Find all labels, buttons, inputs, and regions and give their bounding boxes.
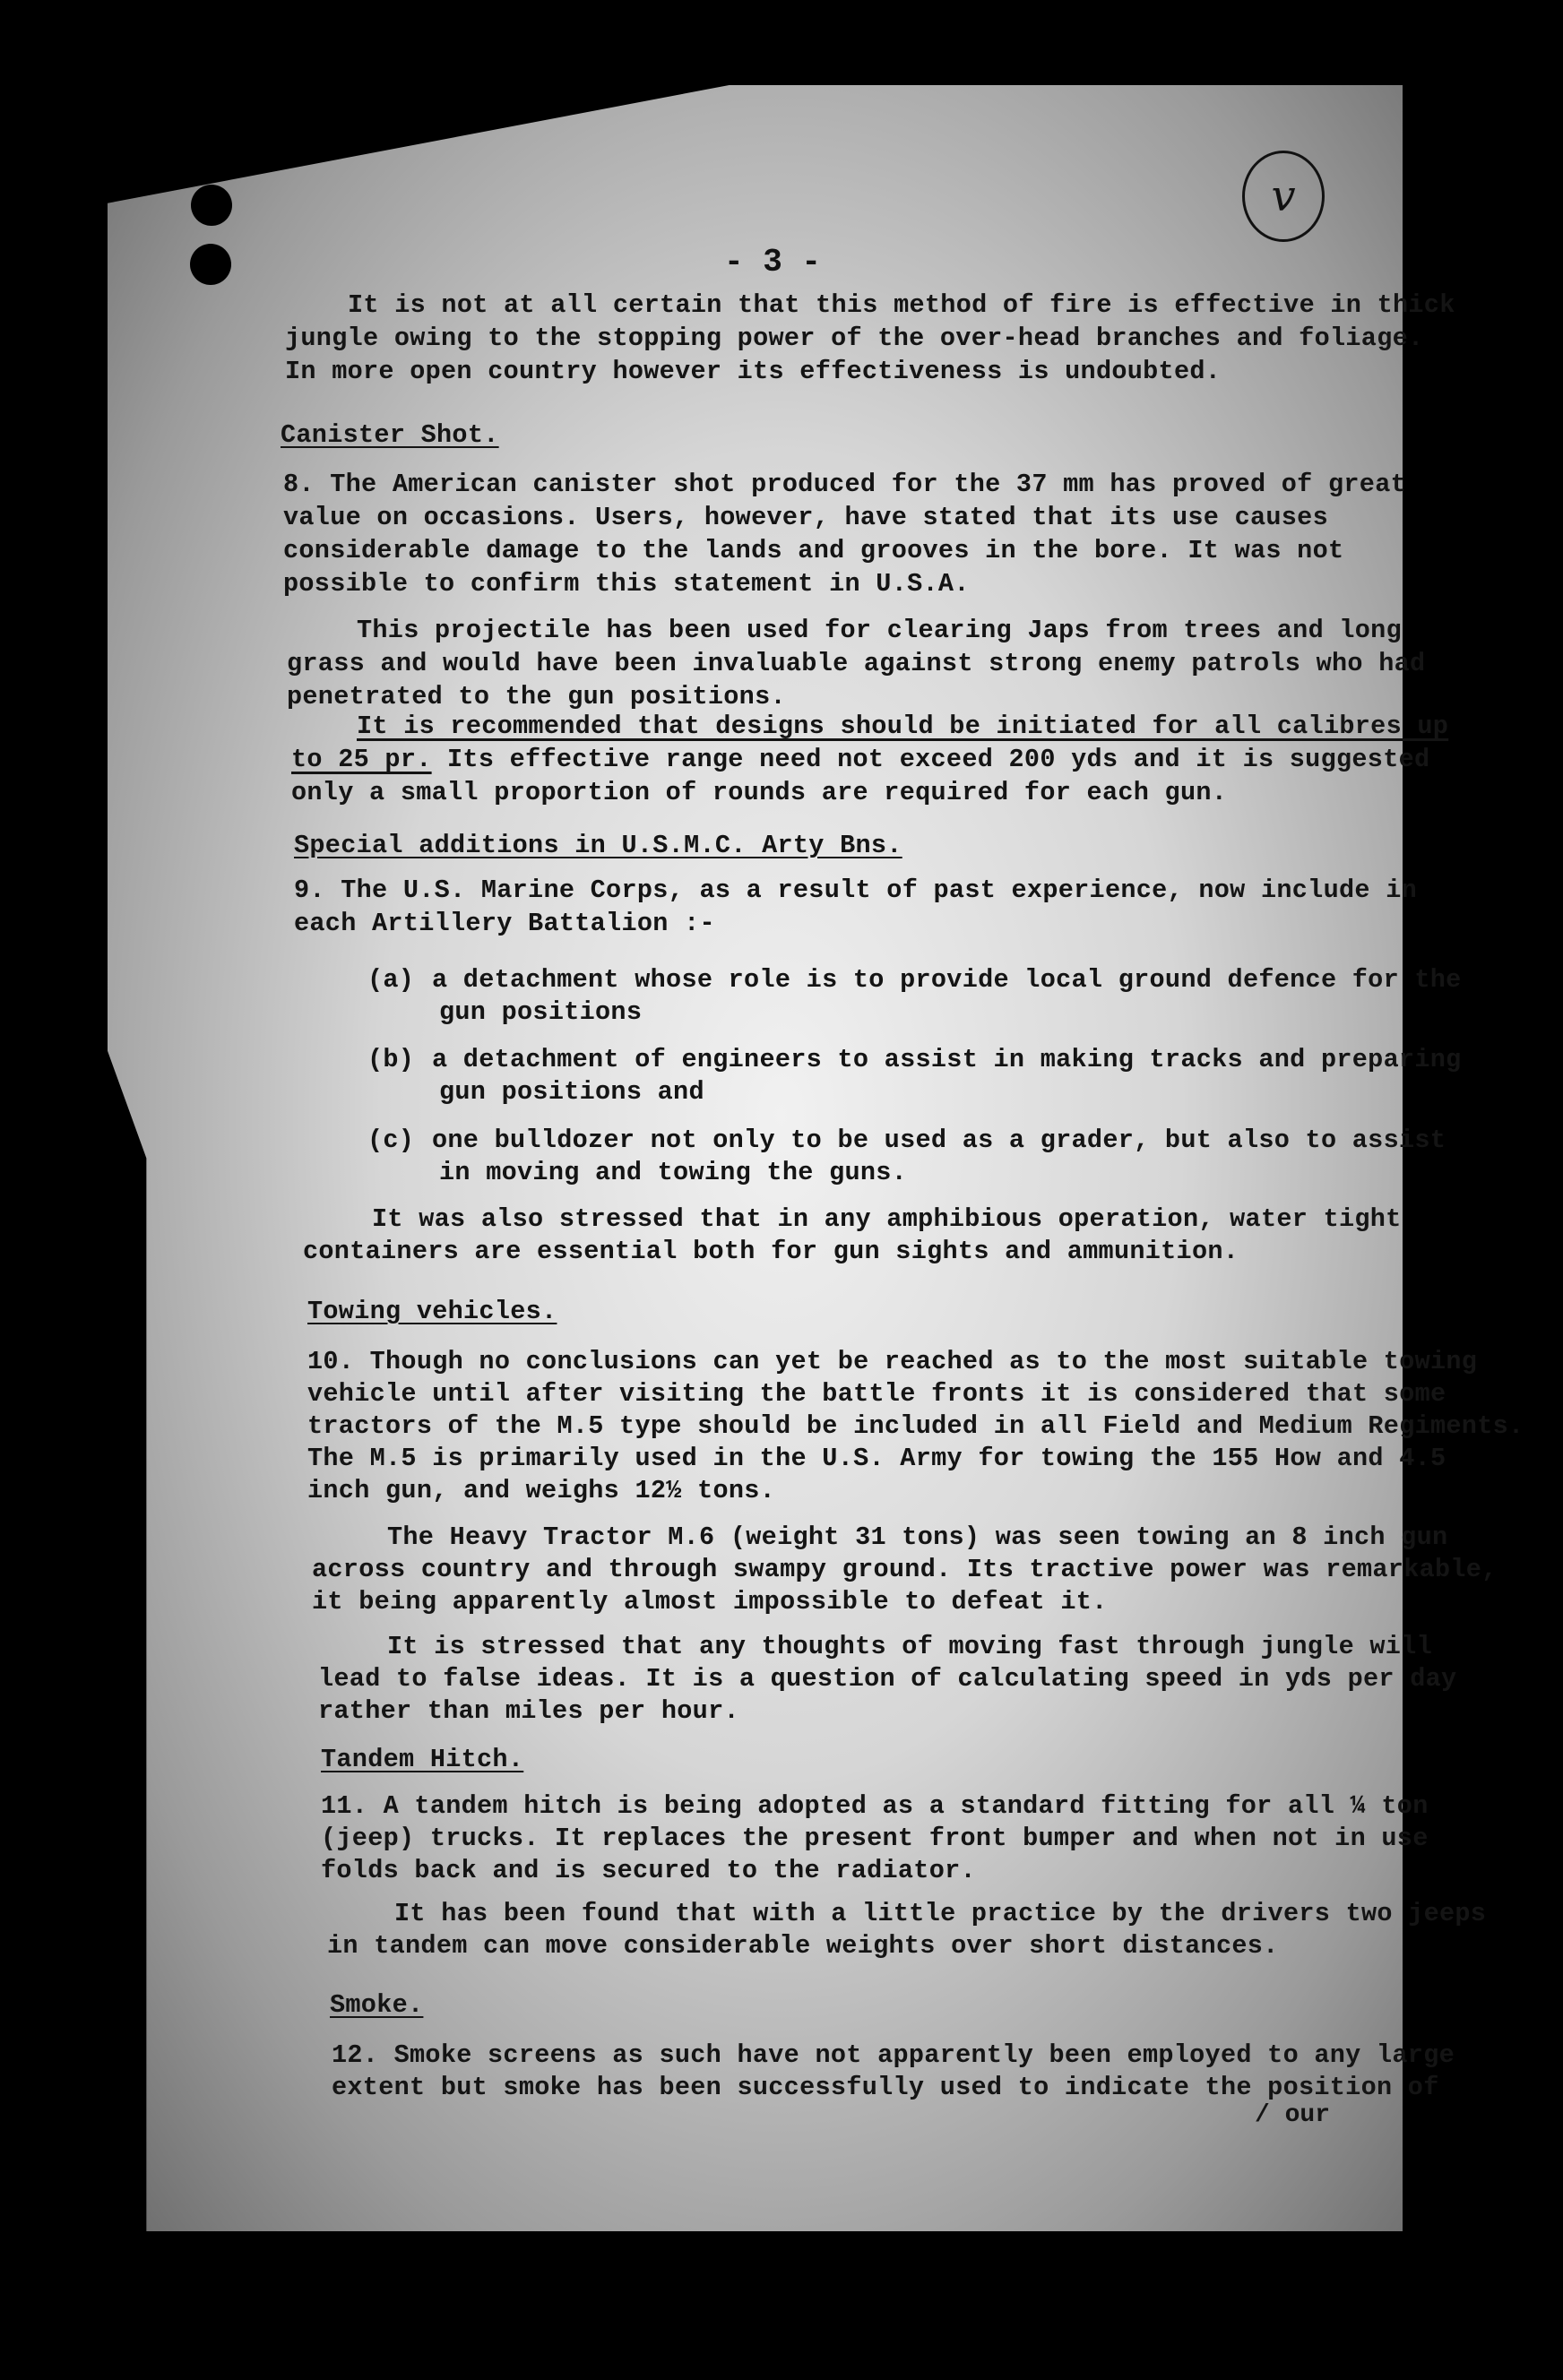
text-line: This projectile has been used for clearing Japs from trees and long <box>357 616 1402 645</box>
text-line: gun positions and <box>439 1077 704 1107</box>
punch-hole <box>190 244 231 285</box>
text-line: 8. The American canister shot produced for the 37 mm has proved of great <box>283 470 1406 499</box>
text-line: (jeep) trucks. It replaces the present front bumper and when not in use <box>321 1824 1429 1853</box>
text-line: only a small proportion of rounds are required for each gun. <box>291 778 1228 807</box>
text-line: across country and through swampy ground. Its tractive power was remarkable, <box>312 1555 1498 1584</box>
text-line: vehicle until after visiting the battle fronts it is considered that some <box>307 1379 1446 1409</box>
section-heading: Towing vehicles. <box>307 1297 557 1326</box>
list-label: (b) <box>367 1045 415 1074</box>
list-label: (a) <box>367 965 415 995</box>
text-line: 11. A tandem hitch is being adopted as a standard fitting for all ¼ ton <box>321 1791 1429 1821</box>
text-line: folds back and is secured to the radiator. <box>321 1856 976 1885</box>
text-line: It has been found that with a little practice by the drivers two jeeps <box>394 1899 1487 1928</box>
section-heading: Canister Shot. <box>281 420 499 450</box>
list-text: a detachment of engineers to assist in making tracks and preparing <box>432 1045 1462 1074</box>
text-line: extent but smoke has been successfully used to indicate the position of <box>332 2073 1439 2102</box>
text-line: considerable damage to the lands and grooves in the bore. It was not <box>283 536 1344 565</box>
text-line: The M.5 is primarily used in the U.S. Army for towing the 155 How and 4.5 <box>307 1444 1446 1473</box>
list-text: a detachment whose role is to provide local ground defence for the <box>432 965 1462 995</box>
text-line: It was also stressed that in any amphibious operation, water tight <box>372 1204 1402 1234</box>
text-line: it being apparently almost impossible to defeat it. <box>312 1587 1108 1617</box>
text-line: rather than miles per hour. <box>318 1696 739 1726</box>
text-line: each Artillery Battalion :- <box>294 909 715 938</box>
list-item <box>367 1046 1462 1074</box>
section-heading: Smoke. <box>330 1990 424 2020</box>
text-line: inch gun, and weighs 12½ tons. <box>307 1476 776 1505</box>
list-label: (c) <box>367 1125 415 1155</box>
text-line: penetrated to the gun positions. <box>287 682 786 711</box>
text-line: value on occasions. Users, however, have stated that its use causes <box>283 503 1328 532</box>
continuation-catchword: / our <box>1255 2101 1331 2129</box>
list-text: one bulldozer not only to be used as a grader, but also to assist <box>432 1125 1446 1155</box>
text-line: In more open country however its effectiveness is undoubted. <box>285 357 1222 386</box>
circled-page-mark: v <box>1242 151 1325 242</box>
text-line: 10. Though no conclusions can yet be reached as to the most suitable towing <box>307 1347 1478 1376</box>
list-item <box>367 1126 1446 1154</box>
text-line: It is stressed that any thoughts of moving fast through jungle will <box>387 1632 1432 1661</box>
list-item <box>367 966 1462 994</box>
text-line: 12. Smoke screens as such have not apparently been employed to any large <box>332 2040 1455 2070</box>
text-line: jungle owing to the stopping power of the over-head branches and foliage. <box>285 323 1424 353</box>
underlined-text: to 25 pr. <box>291 745 432 774</box>
text-line: in tandem can move considerable weights over short distances. <box>327 1931 1279 1961</box>
underlined-text-line: It is recommended that designs should be initiated for all calibres up <box>357 711 1449 741</box>
text-line: possible to confirm this statement in U.S.A. <box>283 569 970 599</box>
text-line: containers are essential both for gun sights and ammunition. <box>303 1237 1239 1266</box>
text-line: It is not at all certain that this method of fire is effective in thick <box>348 290 1455 320</box>
text-line: in moving and towing the guns. <box>439 1158 908 1187</box>
section-heading: Tandem Hitch. <box>321 1745 524 1774</box>
page-number: - 3 - <box>724 244 822 280</box>
text-line: lead to false ideas. It is a question of calculating speed in yds per day <box>318 1664 1457 1694</box>
section-heading: Special additions in U.S.M.C. Arty Bns. <box>294 831 902 860</box>
text-line: gun positions <box>439 997 643 1027</box>
punch-hole <box>191 185 232 226</box>
text-line: tractors of the M.5 type should be included in all Field and Medium Regiments. <box>307 1411 1524 1441</box>
text-line: The Heavy Tractor M.6 (weight 31 tons) was seen towing an 8 inch gun <box>387 1522 1448 1552</box>
text-line: 9. The U.S. Marine Corps, as a result of past experience, now include in <box>294 875 1417 905</box>
text-line <box>291 746 1429 773</box>
text-line: grass and would have been invaluable against strong enemy patrols who had <box>287 649 1426 678</box>
text-span: Its effective range need not exceed 200 yds and it is suggested <box>431 745 1430 774</box>
